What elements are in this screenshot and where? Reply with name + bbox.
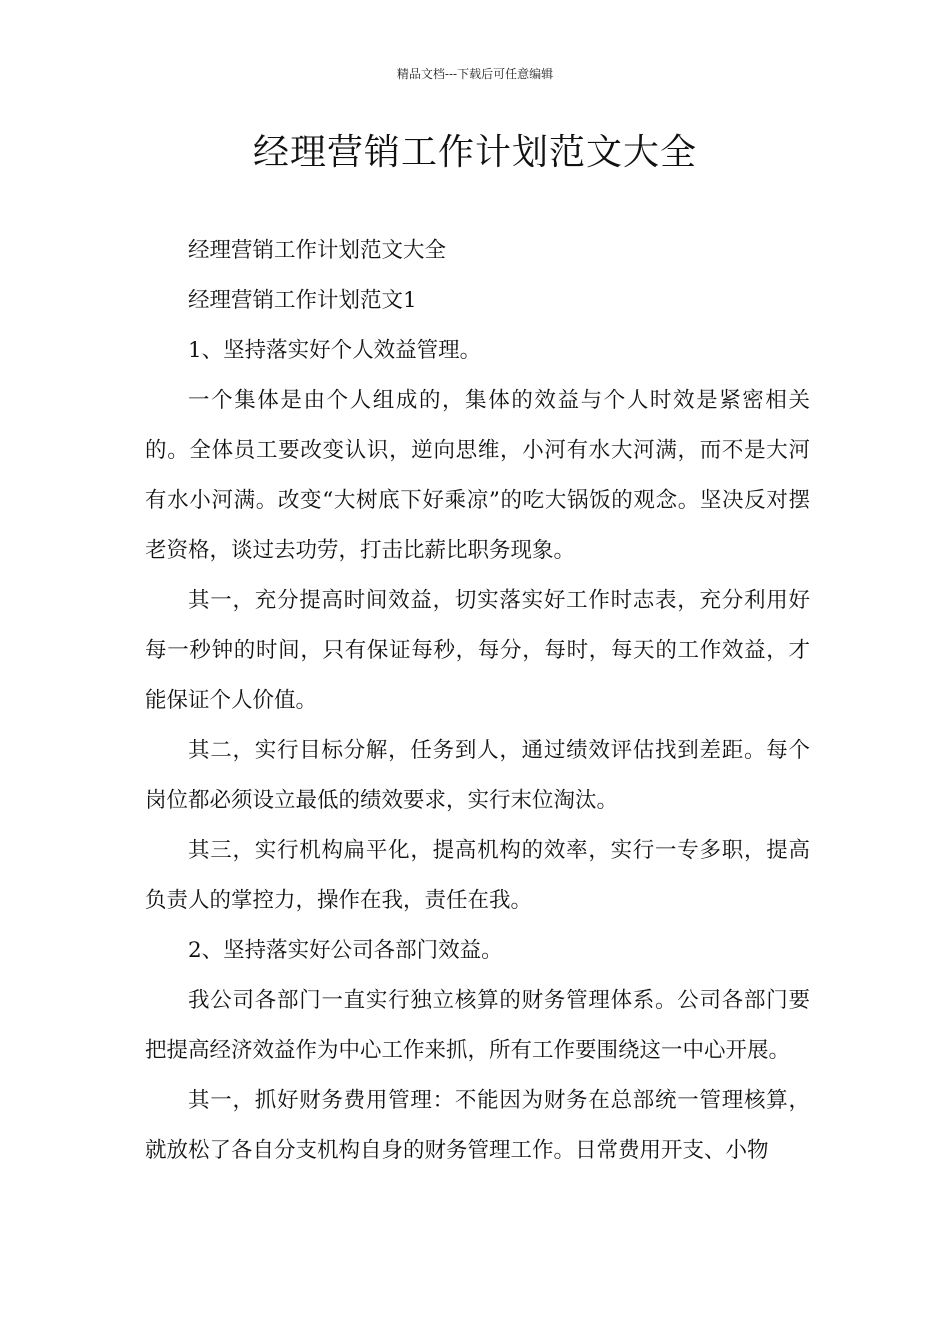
paragraph: 经理营销工作计划范文1: [188, 288, 417, 313]
document-title: 经理营销工作计划范文大全: [252, 132, 697, 173]
document-body: [145, 226, 810, 1176]
paragraph: 1、坚持落实好个人效益管理。: [188, 338, 482, 363]
paragraph: 其二，实行目标分解，任务到人，通过绩效评估找到差距。每个岗位都必须设立最低的绩效要求，实行末位淘汰。: [145, 738, 810, 813]
paragraph: 其三，实行机构扁平化，提高机构的效率，实行一专多职，提高负责人的掌控力，操作在我，责任在我。: [145, 838, 810, 913]
paragraph: 其一，充分提高时间效益，切实落实好工作时志表，充分利用好每一秒钟的时间，只有保证每秒，每分，每时，每天的工作效益，才能保证个人价值。: [145, 588, 810, 713]
header-note: 精品文档---下载后可任意编辑: [396, 67, 554, 81]
paragraph: 2、坚持落实好公司各部门效益。: [188, 938, 503, 963]
paragraph: 我公司各部门一直实行独立核算的财务管理体系。公司各部门要把提高经济效益作为中心工作来抓，所有工作要围绕这一中心开展。: [145, 988, 810, 1063]
paragraph: 一个集体是由个人组成的，集体的效益与个人时效是紧密相关的。全体员工要改变认识，逆向思维，小河有水大河满，而不是大河有水小河满。改变“大树底下好乘凉”的吃大锅饭的观念。坚决反对摆老资格，谈过去功劳，打击比薪比职务现象。: [145, 388, 810, 563]
paragraph: 其一，抓好财务费用管理：不能因为财务在总部统一管理核算，就放松了各自分支机构自身的财务管理工作。日常费用开支、小物: [145, 1088, 810, 1163]
paragraph: 经理营销工作计划范文大全: [188, 238, 447, 263]
